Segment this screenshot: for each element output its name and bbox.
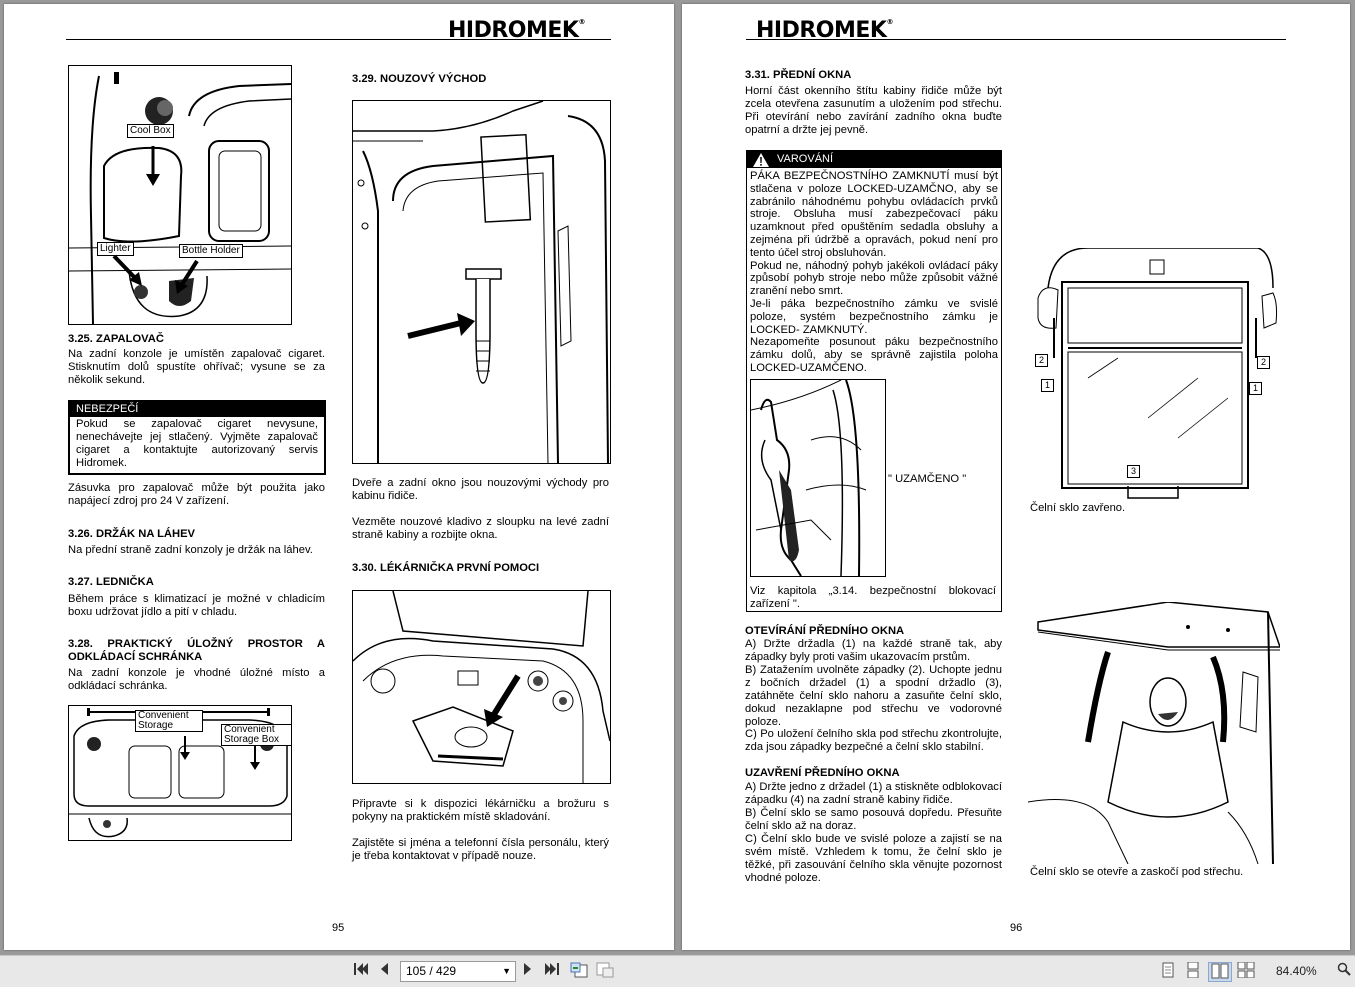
header-rule [66, 39, 611, 40]
cool-box-label: Cool Box [127, 124, 174, 138]
last-page-icon [544, 962, 560, 976]
close-step-a: A) Držte jedno z držadel (1) a stiskněte odblokovací západku (4) na zadní straně kabiny řidiče. [745, 781, 1002, 806]
lever-locked-label: " UZAMČENO " [888, 473, 967, 485]
hidromek-logo: HIDROMEK® [448, 18, 585, 43]
previous-view-icon [570, 962, 588, 978]
first-page-button[interactable] [352, 962, 370, 980]
open-step-b: B) Zatažením uvolněte západky (2). Uchopte jednu z bočních držadel (1) a spodní držadlo (3), zatáhněte čelní sklo nahoru a zasuňte čelní sklo, dokud nezaklapne pod střechu ve vodorovné poloze. [745, 664, 1002, 728]
figure-lock-lever [750, 379, 886, 577]
section-3-26-title: 3.26. DRŽÁK NA LÁHEV [68, 528, 196, 540]
page-95 [4, 4, 674, 950]
convenient-storage-label: Convenient Storage [135, 710, 203, 732]
go-back-view-button[interactable] [569, 962, 589, 980]
page-96 [682, 4, 1350, 950]
hidromek-logo: HIDROMEK® [756, 18, 893, 43]
two-page-icon [1211, 963, 1229, 979]
danger-title: NEBEZPEČÍ [70, 402, 324, 417]
warning-p4: Nezapomeňte posunout páku bezpečnostního zámku dolů, aby se správně zajistila poloha LOCKED-UZAMČENO. [750, 336, 998, 374]
caption-windshield-closed: Čelní sklo zavřeno. [1030, 502, 1126, 514]
two-page-view-button[interactable] [1208, 962, 1232, 982]
page-number-96: 96 [1010, 922, 1023, 934]
figure-emergency-exit [352, 100, 611, 464]
previous-page-icon [378, 962, 390, 976]
warning-p2: Pokud ne, náhodný pohyb jakékoli ovládací páky způsobí pohyb stroje nebo může způsobit vážné zranění nebo smrt. [750, 259, 998, 298]
close-step-b: B) Čelní sklo se samo posouvá dopředu. Přesuňte čelní sklo až na doraz. [745, 807, 1002, 832]
warning-p1: PÁKA BEZPEČNOSTNÍHO ZAMKNUTÍ musí být stlačena v poloze LOCKED-UZAMČNO, aby se zabránilo náhodnému pohybu ovládacích prvků stroje. Obsluha musí zabezpečovací páku uzamknout před opuštěním sedadla obsluhy a zejména při údržbě a opravách, pokud není pro tento účel stroj obsluhován. [750, 170, 998, 259]
last-page-button[interactable] [543, 962, 561, 980]
callout-1-left: 1 [1041, 379, 1054, 392]
callout-1-right: 1 [1249, 382, 1262, 395]
open-step-a: A) Držte držadla (1) na každé straně tak, aby západky byly proti vašim ukazovacím prstům. [745, 638, 1002, 663]
section-3-28-title: 3.28. PRAKTICKÝ ÚLOŽNÝ PROSTOR A ODKLÁDACÍ SCHRÁNKA [68, 638, 325, 663]
section-3-25-title: 3.25. ZAPALOVAČ [68, 333, 164, 345]
next-view-icon [596, 962, 614, 978]
section-3-30-title: 3.30. LÉKÁRNIČKA PRVNÍ POMOCI [352, 562, 540, 574]
warning-body [747, 168, 1001, 377]
callout-2-left: 2 [1035, 354, 1048, 367]
warning-title: VAROVÁNÍ [777, 153, 834, 165]
caption-windshield-open: Čelní sklo se otevře a zaskočí pod střechu. [1030, 866, 1244, 878]
section-3-25-text2: Zásuvka pro zapalovač může být použita jako napájecí zdroj pro 24 V zařízení. [68, 482, 325, 507]
continuous-page-icon [1186, 962, 1200, 978]
section-3-26-text: Na přední straně zadní konzoly je držák na láhev. [68, 544, 313, 556]
next-page-button[interactable] [520, 962, 536, 980]
convenient-storage-box-label: Convenient Storage Box [221, 724, 292, 746]
page-number-value: 105 / 429 [406, 964, 457, 978]
single-page-view-button[interactable] [1160, 962, 1176, 980]
close-step-c: C) Čelní sklo bude ve svislé poloze a zajistí se na svém místě. Vzhledem k tomu, že čelní sklo je těžké, při zasouvání čelního skla věnujte pozornost vhodné poloze. [745, 833, 1002, 884]
two-page-continuous-button[interactable] [1236, 962, 1256, 980]
section-3-29-text1: Dveře a zadní okno jsou nouzovými východy pro kabinu řidiče. [352, 477, 609, 502]
zoom-level[interactable]: 84.40% [1276, 964, 1317, 978]
magnifier-icon [1337, 962, 1351, 976]
page-dropdown-icon[interactable]: ▼ [502, 966, 511, 976]
figure-first-aid [352, 590, 611, 784]
section-3-30-text2: Zajistěte si jména a telefonní čísla personálu, který je třeba kontaktovat v případě nouze. [352, 837, 609, 862]
two-page-continuous-icon [1237, 962, 1255, 978]
danger-box [68, 400, 326, 475]
open-window-title: OTEVÍRÁNÍ PŘEDNÍHO OKNA [745, 625, 905, 637]
warning-header [747, 151, 1001, 168]
page-number-input[interactable] [400, 961, 516, 982]
previous-page-button[interactable] [376, 962, 392, 980]
header-rule [746, 39, 1286, 40]
first-page-icon [353, 962, 369, 976]
figure-cool-box [68, 65, 292, 325]
section-3-30-text1: Připravte si k dispozici lékárničku a brožuru s pokyny na praktickém místě skladování. [352, 798, 609, 823]
warning-box [746, 150, 1002, 612]
viewer-toolbar [0, 955, 1355, 987]
section-3-29-text2: Vezměte nouzové kladivo z sloupku na levé zadní straně kabiny a rozbijte okna. [352, 516, 609, 541]
page-number-95: 95 [332, 922, 345, 934]
next-page-icon [522, 962, 534, 976]
close-window-title: UZAVŘENÍ PŘEDNÍHO OKNA [745, 767, 900, 779]
section-3-31-title: 3.31. PŘEDNÍ OKNA [745, 69, 852, 81]
danger-text: Pokud se zapalovač cigaret nevysune, nenechávejte jej stlačený. Vyjměte zapalovač cigaret a kontaktujte autorizovaný servis Hidromek. [76, 418, 318, 469]
bottle-holder-label: Bottle Holder [179, 244, 243, 258]
figure-storage [68, 705, 292, 841]
section-3-25-text: Na zadní konzole je umístěn zapalovač cigaret. Stisknutím dolů spustíte ohřívač; vysune se za několik sekund. [68, 348, 325, 386]
warning-triangle-icon [753, 153, 769, 167]
section-3-29-title: 3.29. NOUZOVÝ VÝCHOD [352, 73, 487, 85]
figure-windshield-open [1028, 602, 1280, 864]
open-step-c: C) Po uložení čelního skla pod střechu zkontrolujte, zda jsou západky bezpečné a čelní sklo stabilní. [745, 728, 1002, 753]
lighter-label: Lighter [97, 242, 134, 256]
callout-2-right: 2 [1257, 356, 1270, 369]
zoom-icon-button[interactable] [1336, 962, 1352, 980]
warning-p3: Je-li páka bezpečnostního zámku ve svislé poloze, systém bezpečnostního zámku je LOCKED- ZAMKNUTÝ. [750, 297, 998, 336]
section-3-27-title: 3.27. LEDNIČKA [68, 576, 154, 588]
section-3-27-text: Během práce s klimatizací je možné v chladicím boxu udržovat jídlo a pití v chladu. [68, 593, 325, 618]
single-page-icon [1162, 962, 1174, 978]
go-forward-view-button[interactable] [595, 962, 615, 980]
warning-reference: Viz kapitola „3.14. bezpečnostní blokovací zařízení ". [750, 585, 996, 610]
section-3-28-text: Na zadní konzole je vhodné úložné místo a odkládací schránka. [68, 667, 325, 692]
callout-3: 3 [1127, 465, 1140, 478]
continuous-view-button[interactable] [1185, 962, 1201, 980]
section-3-31-text: Horní část okenního štítu kabiny řidiče může být zcela otevřena zasunutím a uložením pod střechu. Při otevírání nebo zavírání zadního okna buďte opatrní a držte jej pevně. [745, 85, 1002, 136]
figure-windshield-closed [1028, 248, 1280, 504]
